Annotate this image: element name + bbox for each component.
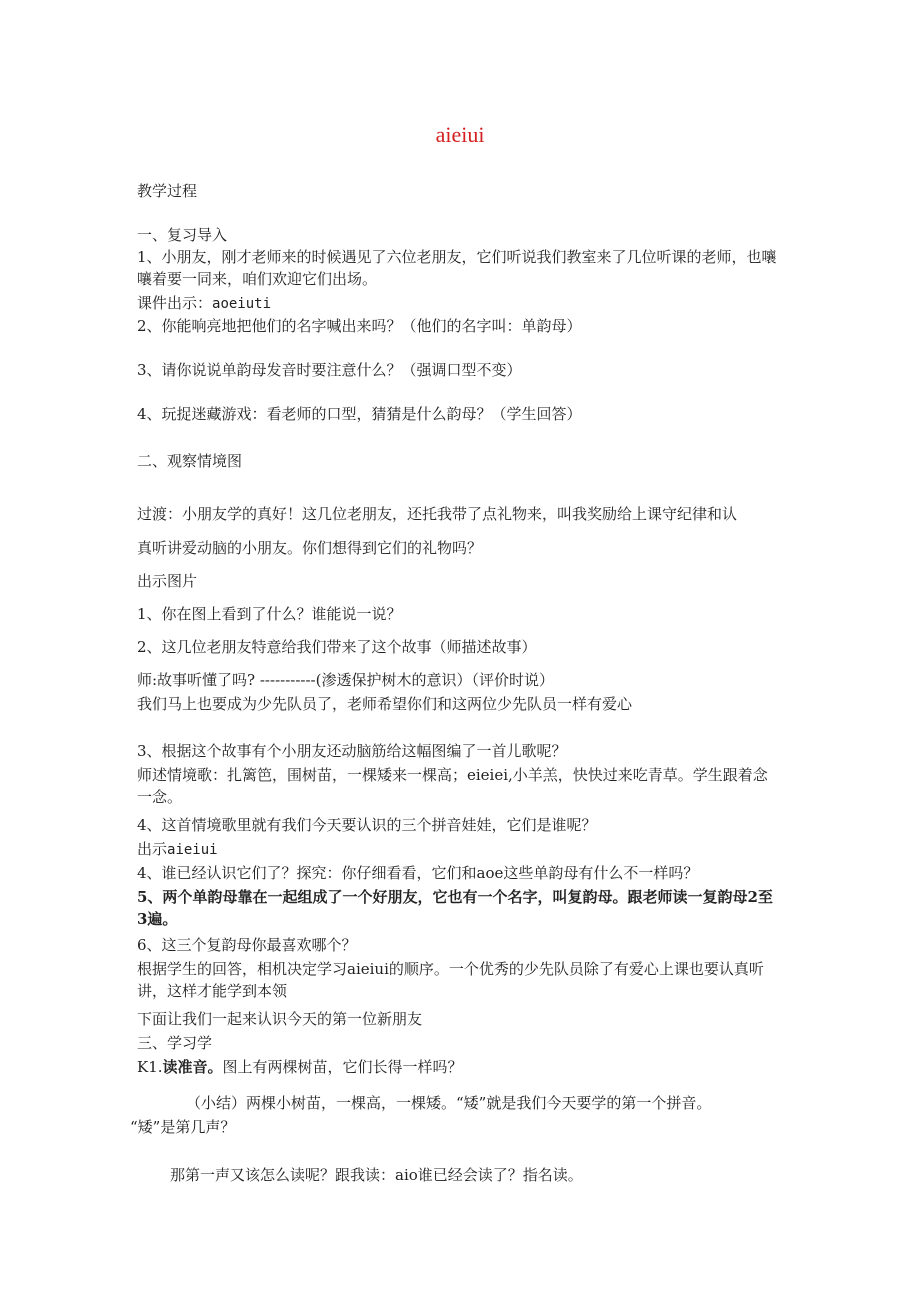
tone-question: “矮”是第几声？ — [130, 1118, 236, 1136]
pioneer-line: 我们马上也要成为少先队员了，老师希望你们和这两位少先队员一样有爱心 — [137, 695, 633, 713]
k1-rest-text: 图上有两棵树苗，它们长得一样吗？ — [222, 1058, 463, 1076]
k1-bold-text: 读准音。 — [162, 1058, 223, 1076]
summary-line: （小结）两棵小树苗，一棵高，一棵矮。“矮”就是我们今天要学的第一个拼音。 — [186, 1094, 712, 1112]
paragraph-1: 1、小朋友，刚才老师来的时候遇见了六位老朋友，它们听说我们教室来了几位听课的老师，也嚷嚷着要一同来，咱们欢迎它们出场。 — [137, 248, 777, 288]
courseware-show-label: 课件出示： — [137, 294, 213, 312]
paragraph-2: 2、你能响亮地把他们的名字喊出来吗？（他们的名字叫：单韵母） — [137, 317, 582, 335]
question-1: 1、你在图上看到了什么？谁能说一说？ — [137, 605, 402, 623]
paragraph-3: 3、请你说说单韵母发音时要注意什么？（强调口型不变） — [137, 361, 522, 379]
show-aieiui-label: 出示 — [137, 840, 168, 858]
courseware-show — [137, 292, 271, 315]
question-5: 5、两个单韵母靠在一起组成了一个好朋友，它也有一个名字，叫复韵母。跟老师读一复韵母2至3遍。 — [137, 888, 773, 928]
teacher-question: 师:故事听懂了吗? -----------(渗透保护树木的意识）（评价时说） — [137, 671, 554, 689]
k1-label: K1. — [137, 1058, 163, 1076]
k1-line — [137, 1056, 463, 1078]
courseware-show-value: aoeiuti — [212, 296, 272, 312]
question-2: 2、这几位老朋友特意给我们带来了这个故事（师描述故事） — [137, 638, 537, 656]
question-3: 3、根据这个故事有个小朋友还动脑筋给这幅图编了一首儿歌呢？ — [137, 742, 567, 760]
question-6: 6、这三个复韵母你最喜欢哪个？ — [137, 936, 357, 954]
next-friend: 下面让我们一起来认识今天的第一位新朋友 — [137, 1010, 423, 1028]
transition-line-2: 真听讲爱动脑的小朋友。你们想得到它们的礼物吗？ — [137, 539, 483, 557]
show-aieiui — [137, 838, 218, 861]
section-heading-observe: 二、观察情境图 — [137, 452, 243, 470]
question-4b: 4、谁已经认识它们了？探究：你仔细看看，它们和aoe这些单韵母有什么不一样吗？ — [137, 864, 699, 882]
transition-line-1: 过渡：小朋友学的真好！这几位老朋友，还托我带了点礼物来，叫我奖励给上课守纪律和认 — [137, 505, 738, 523]
decide-order: 根据学生的回答，相机决定学习aieiui的顺序。一个优秀的少先队员除了有爱心上课也要认真听讲，这样才能学到本领 — [137, 960, 764, 1000]
paragraph-4: 4、玩捉迷藏游戏：看老师的口型，猜猜是什么韵母？（学生回答） — [137, 405, 582, 423]
section-heading-review: 一、复习导入 — [137, 226, 228, 244]
document-title: aieiui — [435, 122, 485, 147]
show-picture: 出示图片 — [137, 572, 198, 590]
heading-teaching-process: 教学过程 — [137, 182, 198, 200]
section-heading-learn: 三、学习学 — [137, 1034, 213, 1052]
show-aieiui-value: aieiui — [167, 842, 218, 858]
situation-song: 师述情境歌：扎篱笆，围树苗，一棵矮来一棵高；eieiei,小羊羔，快快过来吃青草。学生跟着念一念。 — [137, 766, 768, 806]
question-4: 4、这首情境歌里就有我们今天要认识的三个拼音娃娃，它们是谁呢？ — [137, 816, 597, 834]
first-tone-line: 那第一声又该怎么读呢？跟我读：aio谁已经会读了？指名读。 — [170, 1166, 583, 1184]
